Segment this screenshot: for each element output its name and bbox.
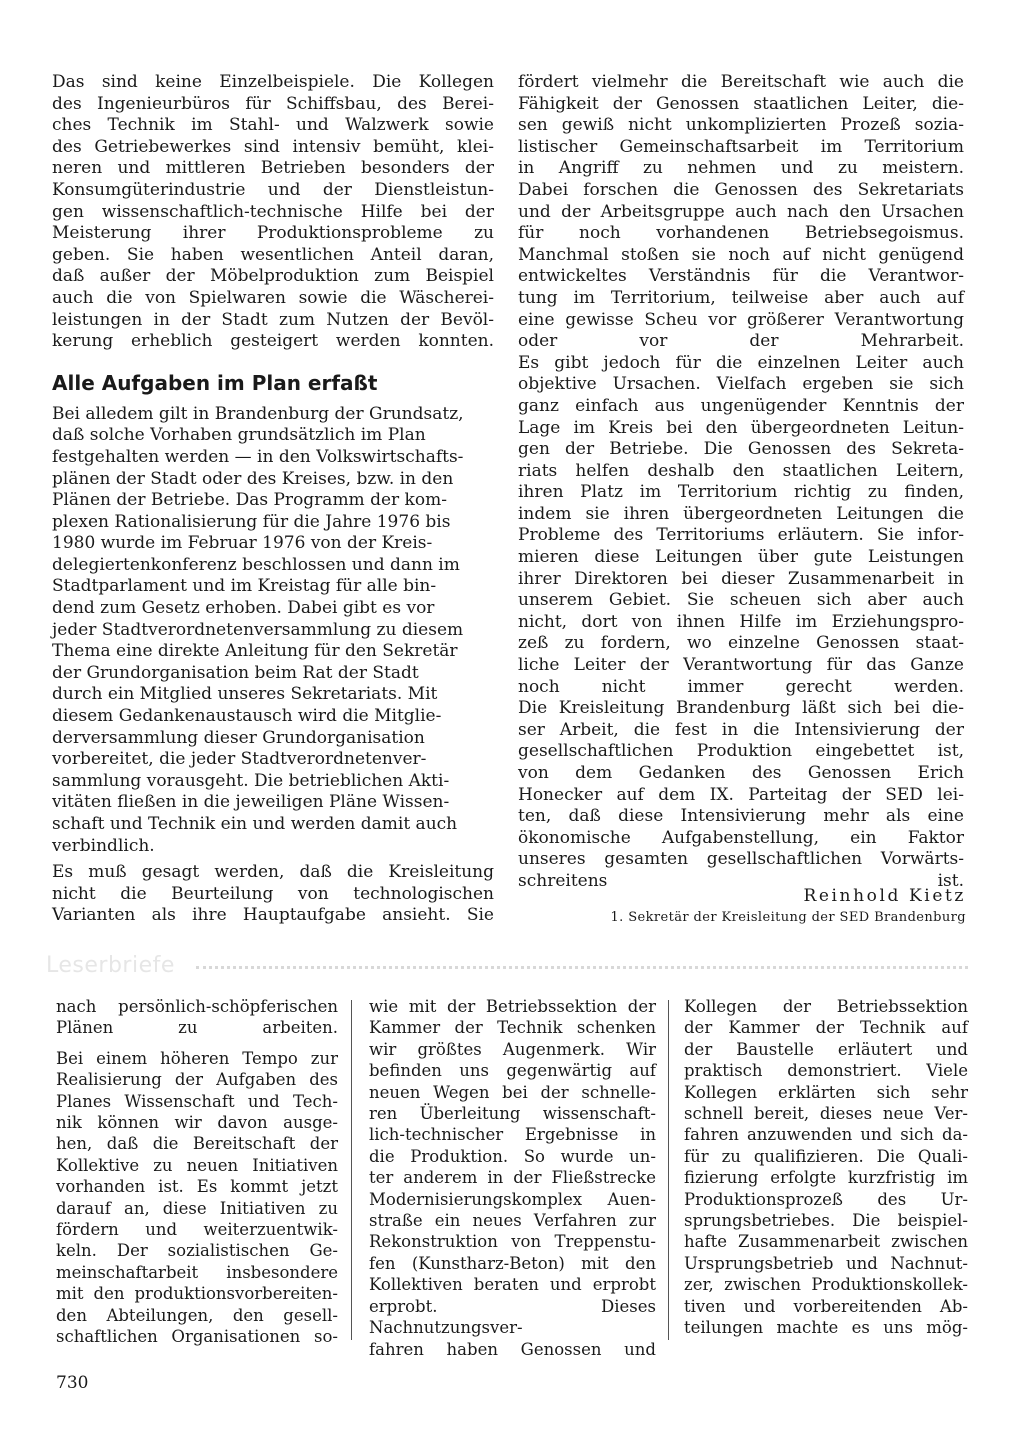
text-line: vorhanden ist. Es kommt jetzt [56, 1177, 338, 1197]
text-line: zeß zu fordern, wo einzelne Genossen staat- [518, 633, 964, 654]
text-line: schaftlichen Organisationen so- [56, 1327, 338, 1347]
text-line: Thema eine direkte Anleitung für den Sekretär [52, 641, 458, 662]
text-line: von dem Gedanken des Genossen Erich [518, 763, 964, 783]
text-line: Es gibt jedoch für die einzelnen Leiter auch [518, 352, 964, 373]
text-line: straße ein neues Verfahren zur [369, 1211, 656, 1231]
text-line: nicht die Beurteilung von technologischen [52, 883, 494, 904]
text-line: die Produktion. So wurde un- [369, 1146, 656, 1166]
text-line: Bei alledem gilt in Brandenburg der Grundsatz, [52, 403, 464, 424]
text-line: Stadtparlament und im Kreistag für alle bin- [52, 576, 437, 597]
letter-paragraph [56, 1048, 338, 1348]
text-line: für noch vorhandenen Betriebsegoismus. [518, 223, 964, 244]
text-line: ihren Platz im Territorium richtig zu finden, [518, 482, 964, 503]
text-line: objektive Ursachen. Vielfach ergeben sie sich [518, 374, 964, 395]
text-line: 1980 wurde im Februar 1976 von der Kreis- [52, 533, 433, 554]
text-line: den Abteilungen, den gesell- [56, 1305, 338, 1325]
text-line: Meisterung ihrer Produktionsprobleme zu [52, 223, 494, 244]
article-left-column [52, 72, 494, 927]
text-line: hen, daß die Bereitschaft der [56, 1134, 338, 1154]
text-line: zer, zwischen Produktionskollek- [684, 1275, 968, 1295]
text-line: Kollektive zu neuen Initiativen [56, 1155, 338, 1175]
text-line: sen gewiß nicht unkomplizierten Prozeß sozia- [518, 115, 964, 136]
text-line: delegiertenkonferenz beschlossen und dann im [52, 554, 460, 575]
text-line: gesellschaftlichen Produktion eingebettet ist, [518, 741, 964, 762]
text-line: Kollektiven beraten und erprobt [369, 1275, 656, 1295]
text-line: schaft und Technik ein und werden damit auch [52, 814, 458, 834]
text-line: liche Leiter der Verantwortung für das Ganze [518, 655, 964, 676]
text-line: derversammlung dieser Grundorganisation [52, 727, 425, 748]
text-line: fen (Kunstharz-Beton) mit den [369, 1253, 656, 1273]
text-line: praktisch demonstriert. Viele [684, 1061, 968, 1081]
text-line: gen wissenschaftlich-technische Hilfe bei der [52, 201, 494, 222]
text-line: Manchmal stoßen sie noch auf nicht genügend [518, 244, 964, 265]
text-line: nach persönlich-schöpferischen [56, 997, 338, 1016]
text-line: schnell bereit, dieses neue Ver- [684, 1104, 968, 1124]
text-line: tiven und vorbereitenden Ab- [684, 1296, 968, 1316]
text-line: in Angriff zu nehmen und zu meistern. [518, 158, 964, 179]
text-line: und der Arbeitsgruppe auch nach den Ursachen [518, 201, 964, 222]
text-line: mit den produktionsvorbereiten- [56, 1284, 338, 1304]
text-line: Produktionsprozeß des Ur- [684, 1189, 968, 1209]
text-line: festgehalten werden — in den Volkswirtschafts- [52, 446, 464, 467]
text-line: Probleme des Territoriums erläutern. Sie infor- [518, 525, 964, 546]
text-line: dend zum Gesetz erhoben. Dabei gibt es vor [52, 598, 435, 619]
article-paragraph [518, 698, 964, 892]
text-line: fördern und weiterzuentwik- [56, 1220, 338, 1240]
text-line: keln. Der sozialistischen Ge- [56, 1241, 338, 1261]
text-line: auch die von Spielwaren sowie die Wäscherei- [52, 287, 494, 308]
text-line: daß außer der Möbelproduktion zum Beispiel [52, 266, 494, 287]
letter-paragraph [369, 996, 656, 1360]
text-line: kerung erheblich gesteigert werden konnten. [52, 331, 494, 352]
author-name: Reinhold Kietz [803, 886, 966, 906]
text-line: schreitens ist. [518, 870, 964, 891]
text-line: Modernisierungskomplex Auen- [369, 1189, 656, 1209]
text-line: der Grundorganisation beim Rat der Stadt [52, 662, 419, 683]
text-line: befinden uns gegenwärtig auf [369, 1061, 656, 1081]
text-line: durch ein Mitglied unseres Sekretariats. Mit [52, 684, 438, 705]
text-line: vitäten fließen in die jeweiligen Pläne Wissen- [52, 792, 450, 813]
text-line: unseres gesamten gesellschaftlichen Vorwärts- [518, 849, 964, 870]
text-line: Konsumgüterindustrie und der Dienstleistun- [52, 179, 494, 200]
article-paragraph [52, 404, 494, 857]
text-line: verbindlich. [52, 835, 155, 856]
article-paragraph [52, 862, 494, 927]
text-line: des Ingenieurbüros für Schiffsbau, des Berei- [52, 93, 494, 114]
text-line: Kollegen erklärten sich sehr [684, 1082, 968, 1102]
text-line: lich-technischer Ergebnisse in [369, 1125, 656, 1145]
text-line: wie mit der Betriebssektion der [369, 997, 656, 1016]
text-line: meinschaftarbeit insbesondere [56, 1262, 338, 1282]
section-heading: Alle Aufgaben im Plan erfaßt [52, 370, 378, 395]
text-line: neuen Wegen bei der schnelle- [369, 1082, 656, 1102]
text-line: ren Überleitung wissenschaft- [369, 1104, 656, 1124]
text-line: der Kammer der Technik auf [684, 1018, 968, 1038]
text-line: Plänen zu arbeiten. [56, 1018, 338, 1038]
section-label-leserbriefe: Leserbriefe [46, 953, 175, 978]
text-line: mieren diese Leitungen über gute Leistungen [518, 547, 964, 568]
text-line: Bei einem höheren Tempo zur [56, 1048, 338, 1068]
article-paragraph [52, 72, 494, 353]
text-line: Realisierung der Aufgaben des [56, 1070, 338, 1090]
column-divider [668, 1000, 669, 1340]
text-line: ches Technik im Stahl- und Walzwerk sowie [52, 115, 494, 136]
text-line: Kammer der Technik schenken [369, 1018, 656, 1038]
article-paragraph [518, 180, 964, 353]
page-number: 730 [56, 1373, 89, 1393]
text-line: unserem Gebiet. Sie scheuen sich aber auch [518, 590, 964, 611]
text-line: nicht, dort von ihnen Hilfe im Erziehungspro- [518, 611, 964, 632]
text-line: erprobt. Dieses Nachnutzungsver- [369, 1296, 656, 1338]
text-line: ganz einfach aus ungenügender Kenntnis der [518, 395, 964, 416]
text-line: Rekonstruktion von Treppenstu- [369, 1232, 656, 1252]
text-line: teilungen machte es uns mög- [684, 1318, 968, 1338]
letters-column-2 [369, 996, 656, 1360]
column-divider [351, 1000, 352, 1340]
text-line: indem sie ihren übergeordneten Leitungen die [518, 503, 964, 524]
text-line: Honecker auf dem IX. Parteitag der SED lei- [518, 784, 964, 805]
text-line: gen der Betriebe. Die Genossen des Sekreta- [518, 439, 964, 460]
text-line: Dabei forschen die Genossen des Sekretariats [518, 179, 964, 200]
text-line: ter anderem in der Fließstrecke [369, 1168, 656, 1188]
section-divider [196, 966, 968, 969]
letters-column-1 [56, 996, 338, 1348]
text-line: eine gewisse Scheu vor größerer Verantwortung [518, 309, 964, 330]
text-line: oder vor der Mehrarbeit. [518, 331, 964, 352]
text-line: ihrer Direktoren bei dieser Zusammenarbeit in [518, 568, 964, 589]
text-line: Es muß gesagt werden, daß die Kreisleitung [52, 862, 494, 883]
text-line: plexen Rationalisierung für die Jahre 1976 bis [52, 511, 451, 532]
letters-column-3 [684, 996, 968, 1339]
text-line: ten, daß diese Intensivierung mehr als eine [518, 806, 964, 827]
text-line: Fähigkeit der Genossen staatlichen Leiter, die- [518, 93, 964, 114]
text-line: listischer Gemeinschaftsarbeit im Territorium [518, 136, 964, 157]
letter-paragraph [684, 996, 968, 1339]
text-line: plänen der Stadt oder des Kreises, bzw. in den [52, 468, 454, 489]
text-line: ökonomische Aufgabenstellung, ein Faktor [518, 827, 964, 848]
text-line: der Baustelle erläutert und [684, 1039, 968, 1059]
article-paragraph [518, 72, 964, 180]
text-line: geben. Sie haben wesentlichen Anteil daran, [52, 244, 494, 265]
letter-paragraph [56, 996, 338, 1039]
text-line: des Getriebewerkes sind intensiv bemüht, klei- [52, 136, 494, 157]
text-line: tung im Territorium, teilweise aber auch auf [518, 287, 964, 308]
text-line: fizierung erfolgte kurzfristig im [684, 1168, 968, 1188]
text-line: darauf an, diese Initiativen zu [56, 1198, 338, 1218]
text-line: Planes Wissenschaft und Tech- [56, 1091, 338, 1111]
text-line: vorbereitet, die jeder Stadtverordnetenver- [52, 749, 427, 770]
text-line: ser Arbeit, die fest in die Intensivierung der [518, 719, 964, 740]
text-line: daß solche Vorhaben grundsätzlich im Plan [52, 425, 426, 446]
text-line: Plänen der Betriebe. Das Programm der kom- [52, 490, 447, 511]
text-line: wir größtes Augenmerk. Wir [369, 1039, 656, 1059]
text-line: sammlung vorausgeht. Die betrieblichen Akti- [52, 770, 450, 791]
text-line: Das sind keine Einzelbeispiele. Die Kollegen [52, 72, 494, 92]
text-line: noch nicht immer gerecht werden. [518, 676, 964, 697]
text-line: jeder Stadtverordnetenversammlung zu diesem [52, 619, 464, 640]
author-role: 1. Sekretär der Kreisleitung der SED Brandenburg [610, 910, 966, 925]
text-line: leistungen in der Stadt zum Nutzen der Bevöl- [52, 309, 494, 330]
text-line: Varianten als ihre Hauptaufgabe ansieht. Sie [52, 905, 494, 926]
text-line: fahren haben Genossen und [369, 1339, 656, 1359]
article-right-column [518, 72, 964, 893]
text-line: für zu qualifizieren. Die Quali- [684, 1146, 968, 1166]
text-line: entwickeltes Verständnis für die Verantwor- [518, 266, 964, 287]
text-line: fördert vielmehr die Bereitschaft wie auch die [518, 72, 964, 92]
text-line: nik können wir davon ausge- [56, 1113, 338, 1133]
text-line: riats helfen deshalb den staatlichen Leitern, [518, 460, 964, 481]
text-line: Die Kreisleitung Brandenburg läßt sich bei die- [518, 698, 964, 719]
article-paragraph [518, 353, 964, 699]
text-line: hafte Zusammenarbeit zwischen [684, 1232, 968, 1252]
text-line: diesem Gedankenaustausch wird die Mitglie- [52, 706, 442, 727]
text-line: Lage im Kreis bei den übergeordneten Leitun- [518, 417, 964, 438]
text-line: neren und mittleren Betrieben besonders der [52, 158, 494, 179]
text-line: sprungsbetriebes. Die beispiel- [684, 1211, 968, 1231]
text-line: Ursprungsbetrieb und Nachnut- [684, 1253, 968, 1273]
text-line: Kollegen der Betriebssektion [684, 997, 968, 1016]
text-line: fahren anzuwenden und sich da- [684, 1125, 968, 1145]
